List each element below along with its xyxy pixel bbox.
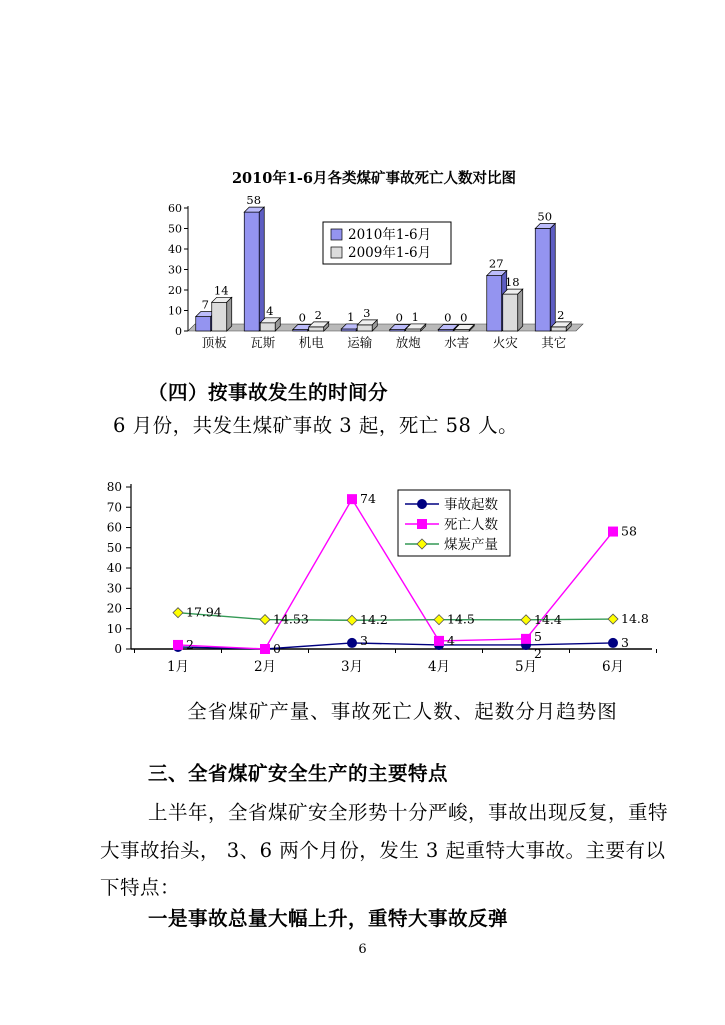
- svg-text:2: 2: [534, 645, 542, 661]
- svg-text:20: 20: [106, 601, 122, 616]
- svg-text:30: 30: [106, 581, 122, 596]
- svg-text:2010年1-6月各类煤矿事故死亡人数对比图: 2010年1-6月各类煤矿事故死亡人数对比图: [231, 170, 517, 187]
- svg-text:20: 20: [168, 284, 182, 297]
- bold-point-line: 一是事故总量大幅上升，重特大事故反弹: [148, 907, 509, 930]
- svg-text:50: 50: [106, 540, 122, 555]
- page-number: 6: [358, 942, 367, 957]
- svg-text:2009年1-6月: 2009年1-6月: [348, 245, 432, 261]
- svg-text:60: 60: [106, 520, 122, 535]
- svg-text:1: 1: [347, 309, 355, 324]
- svg-text:0: 0: [460, 310, 468, 325]
- svg-text:3: 3: [621, 634, 629, 650]
- svg-text:18: 18: [504, 275, 520, 290]
- svg-text:1月: 1月: [166, 659, 190, 675]
- bar-chart-svg: [158, 166, 590, 358]
- svg-text:10: 10: [106, 621, 122, 636]
- svg-text:10: 10: [168, 304, 182, 318]
- svg-text:水害: 水害: [444, 335, 470, 350]
- svg-text:事故起数: 事故起数: [444, 497, 498, 513]
- section-para-four: 6 月份，共发生煤矿事故 3 起，死亡 58 人。: [113, 414, 519, 437]
- svg-text:4: 4: [266, 303, 274, 318]
- section-heading-three: 三、全省煤矿安全生产的主要特点: [148, 762, 449, 785]
- svg-text:3: 3: [360, 632, 368, 648]
- svg-text:2010年1-6月: 2010年1-6月: [348, 227, 432, 243]
- svg-text:瓦斯: 瓦斯: [250, 335, 276, 350]
- svg-text:2: 2: [314, 307, 322, 322]
- svg-text:50: 50: [537, 209, 553, 224]
- svg-text:14.8: 14.8: [621, 611, 649, 627]
- svg-text:3: 3: [363, 305, 371, 320]
- line-chart-svg: [86, 472, 690, 684]
- svg-text:0: 0: [114, 642, 122, 656]
- svg-text:4月: 4月: [427, 659, 451, 675]
- svg-text:5: 5: [534, 628, 542, 644]
- svg-text:27: 27: [488, 256, 504, 271]
- svg-text:14.2: 14.2: [360, 612, 388, 628]
- section-para-three: [100, 794, 669, 907]
- svg-text:0: 0: [395, 310, 403, 325]
- svg-text:70: 70: [106, 500, 122, 515]
- svg-text:2月: 2月: [253, 659, 277, 675]
- svg-text:机电: 机电: [298, 335, 324, 350]
- section-heading-four: （四）按事故发生的时间分: [148, 381, 389, 404]
- line-chart: [86, 472, 690, 684]
- svg-text:放炮: 放炮: [395, 335, 421, 350]
- para-line-2: 大事故抬头， 3、6 两个月份，发生 3 起重特大事故。主要有以: [100, 838, 666, 862]
- svg-text:74: 74: [360, 491, 376, 507]
- svg-text:14.4: 14.4: [534, 611, 562, 627]
- svg-text:14: 14: [213, 283, 229, 298]
- svg-text:0: 0: [175, 325, 182, 338]
- svg-text:40: 40: [106, 561, 122, 575]
- svg-text:2: 2: [186, 636, 194, 652]
- svg-text:58: 58: [621, 523, 637, 539]
- svg-text:顶板: 顶板: [201, 335, 227, 350]
- svg-text:17.94: 17.94: [186, 604, 222, 620]
- svg-text:运输: 运输: [347, 335, 373, 350]
- para-line-1: 上半年，全省煤矿安全形势十分严峻，事故出现反复，重特: [148, 801, 669, 824]
- svg-text:0: 0: [444, 310, 452, 325]
- svg-text:80: 80: [106, 480, 122, 494]
- svg-text:煤炭产量: 煤炭产量: [444, 537, 498, 553]
- svg-text:14.53: 14.53: [273, 611, 309, 627]
- svg-text:0: 0: [298, 310, 306, 325]
- para-line-3: 下特点：: [100, 876, 181, 899]
- svg-text:40: 40: [168, 243, 182, 256]
- svg-text:50: 50: [168, 222, 182, 236]
- svg-text:3月: 3月: [340, 659, 364, 675]
- svg-text:4: 4: [447, 632, 455, 648]
- svg-text:火灾: 火灾: [492, 335, 518, 350]
- svg-text:60: 60: [168, 202, 182, 215]
- bar-chart: [158, 166, 590, 358]
- svg-text:2: 2: [557, 307, 565, 322]
- svg-text:其它: 其它: [541, 335, 567, 350]
- svg-text:0: 0: [273, 641, 281, 656]
- svg-text:死亡人数: 死亡人数: [444, 517, 498, 533]
- svg-text:30: 30: [168, 263, 182, 277]
- svg-text:58: 58: [246, 193, 262, 208]
- svg-text:6月: 6月: [601, 659, 625, 675]
- svg-text:14.5: 14.5: [447, 611, 475, 627]
- svg-text:5月: 5月: [514, 659, 538, 675]
- line-chart-caption: 全省煤矿产量、事故死亡人数、起数分月趋势图: [187, 700, 618, 723]
- svg-text:1: 1: [411, 309, 419, 324]
- svg-text:7: 7: [201, 297, 209, 312]
